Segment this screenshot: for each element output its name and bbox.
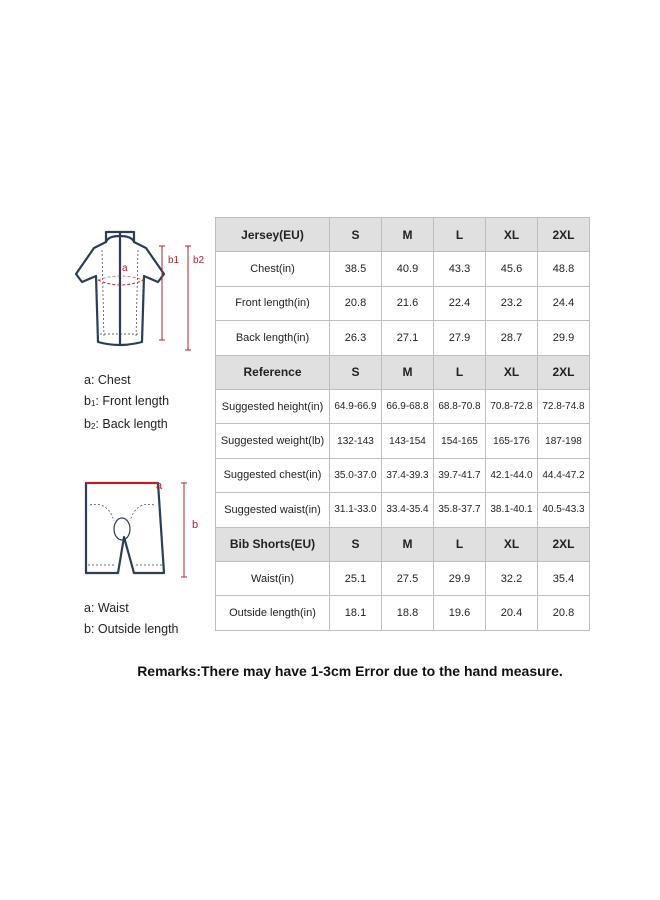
table-cell: 40.9 (382, 252, 434, 286)
table-cell: 32.2 (486, 561, 538, 595)
table-cell: 70.8-72.8 (486, 389, 538, 423)
table-cell: 66.9-68.8 (382, 389, 434, 423)
table-cell: 43.3 (434, 252, 486, 286)
table-row (216, 596, 590, 630)
table-cell: 42.1-44.0 (486, 458, 538, 492)
remarks-note: Remarks:There may have 1-3cm Error due to the hand measure. (137, 663, 563, 679)
jersey-legend (84, 370, 169, 437)
table-cell: 22.4 (434, 286, 486, 320)
row-label: Front length(in) (216, 286, 330, 320)
front-length-marker: b1 (168, 255, 180, 266)
table-cell: 143-154 (382, 424, 434, 458)
table-cell: 35.0-37.0 (330, 458, 382, 492)
table-cell: 64.9-66.9 (330, 389, 382, 423)
table-header-cell: Reference (216, 355, 330, 389)
table-header-cell: L (434, 527, 486, 561)
table-cell: 20.8 (330, 286, 382, 320)
legend-front-length: b1: Front length (84, 394, 170, 408)
table-cell: 29.9 (538, 321, 590, 355)
row-label: Suggested height(in) (216, 389, 330, 423)
table-cell: 132-143 (330, 424, 382, 458)
table-header-cell: M (382, 355, 434, 389)
table-cell: 35.4 (538, 561, 590, 595)
table-cell: 68.8-70.8 (434, 389, 486, 423)
table-cell: 27.9 (434, 321, 486, 355)
table-cell: 154-165 (434, 424, 486, 458)
reference-header-row (216, 355, 590, 389)
shorts-legend (84, 598, 179, 640)
row-label: Outside length(in) (216, 596, 330, 630)
table-cell: 39.7-41.7 (434, 458, 486, 492)
table-cell: 18.1 (330, 596, 382, 630)
table-cell: 40.5-43.3 (538, 493, 590, 527)
row-label: Back length(in) (216, 321, 330, 355)
table-header-cell: 2XL (538, 218, 590, 252)
table-cell: 20.4 (486, 596, 538, 630)
table-cell: 33.4-35.4 (382, 493, 434, 527)
row-label: Chest(in) (216, 252, 330, 286)
table-cell: 21.6 (382, 286, 434, 320)
table-header-cell: S (330, 218, 382, 252)
table-header-cell: XL (486, 355, 538, 389)
table-cell: 38.1-40.1 (486, 493, 538, 527)
table-cell: 29.9 (434, 561, 486, 595)
table-header-cell: Jersey(EU) (216, 218, 330, 252)
table-row (216, 286, 590, 320)
table-row (216, 493, 590, 527)
table-cell: 24.4 (538, 286, 590, 320)
table-cell: 23.2 (486, 286, 538, 320)
table-header-cell: L (434, 218, 486, 252)
table-row (216, 424, 590, 458)
table-cell: 72.8-74.8 (538, 389, 590, 423)
table-cell: 19.6 (434, 596, 486, 630)
table-row (216, 561, 590, 595)
table-cell: 187-198 (538, 424, 590, 458)
table-header-cell: 2XL (538, 355, 590, 389)
table-cell: 25.1 (330, 561, 382, 595)
table-row (216, 252, 590, 286)
table-cell: 44.4-47.2 (538, 458, 590, 492)
shorts-header-row (216, 527, 590, 561)
table-header-cell: XL (486, 218, 538, 252)
table-header-cell: M (382, 527, 434, 561)
table-cell: 48.8 (538, 252, 590, 286)
table-cell: 31.1-33.0 (330, 493, 382, 527)
table-header-cell: L (434, 355, 486, 389)
jersey-header-row (216, 218, 590, 252)
jersey-diagram (60, 228, 210, 358)
chest-marker: a (122, 263, 128, 274)
table-cell: 37.4-39.3 (382, 458, 434, 492)
table-cell: 35.8-37.7 (434, 493, 486, 527)
outside-length-marker: b (192, 519, 199, 531)
legend-chest: a: Chest (84, 373, 131, 387)
table-cell: 20.8 (538, 596, 590, 630)
legend-outside-length: b: Outside length (84, 622, 179, 636)
legend-back-length: b2: Back length (84, 417, 168, 431)
table-header-cell: S (330, 355, 382, 389)
table-header-cell: 2XL (538, 527, 590, 561)
row-label: Suggested waist(in) (216, 493, 330, 527)
waist-marker: a (156, 480, 163, 492)
size-chart-table (215, 217, 590, 631)
table-header-cell: S (330, 527, 382, 561)
table-header-cell: XL (486, 527, 538, 561)
table-cell: 38.5 (330, 252, 382, 286)
row-label: Waist(in) (216, 561, 330, 595)
table-cell: 45.6 (486, 252, 538, 286)
table-cell: 27.5 (382, 561, 434, 595)
table-cell: 27.1 (382, 321, 434, 355)
table-header-cell: Bib Shorts(EU) (216, 527, 330, 561)
table-cell: 28.7 (486, 321, 538, 355)
table-cell: 18.8 (382, 596, 434, 630)
table-cell: 26.3 (330, 321, 382, 355)
legend-waist: a: Waist (84, 601, 129, 615)
table-row (216, 389, 590, 423)
table-cell: 165-176 (486, 424, 538, 458)
table-row (216, 458, 590, 492)
shorts-diagram (78, 475, 208, 585)
row-label: Suggested chest(in) (216, 458, 330, 492)
row-label: Suggested weight(lb) (216, 424, 330, 458)
table-row (216, 321, 590, 355)
table-header-cell: M (382, 218, 434, 252)
back-length-marker: b2 (193, 255, 205, 266)
